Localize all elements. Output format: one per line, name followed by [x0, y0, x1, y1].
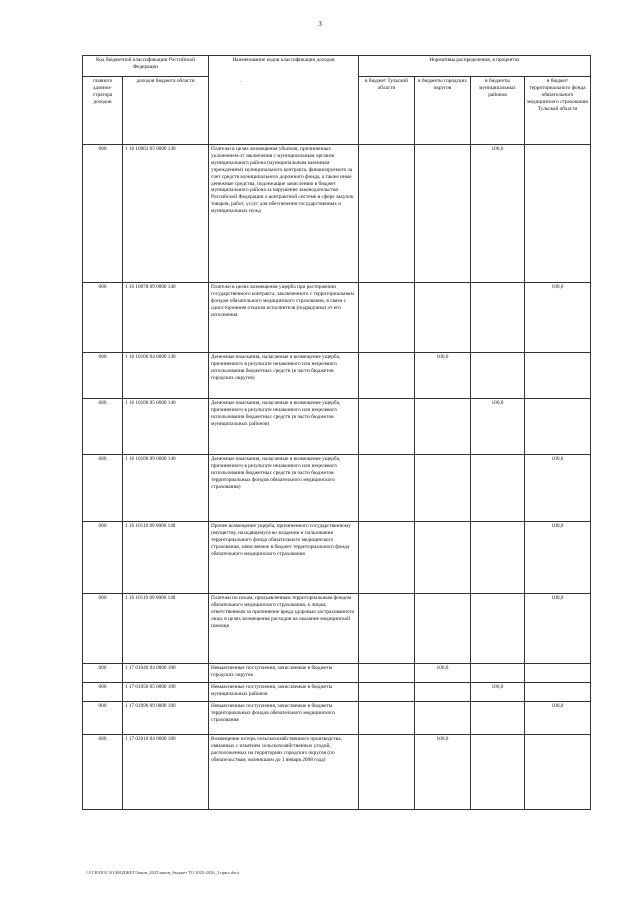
cell-code: 1 16 10100 04 0000 140	[123, 353, 209, 399]
cell-mun: 100,0	[471, 145, 525, 283]
cell-reg	[359, 399, 415, 455]
cell-code: 1 16 10119 09 0000 140	[123, 594, 209, 664]
file-path: \\VCB\DOC\01\БЮДЖЕТ\Закон_2025\закон_бюджет ТО 2025-2026_3 прил.docx	[86, 870, 240, 875]
cell-reg	[359, 664, 415, 683]
cell-code: 1 16 10100 09 0000 140	[123, 455, 209, 522]
cell-city	[415, 702, 471, 735]
cell-mun	[471, 702, 525, 735]
cell-fund: 100,0	[525, 522, 591, 594]
cell-name: Денежные взыскания, налагаемые в возмещение ущерба, причиненного в результате незаконного или нецелевого использования бюджетных средств (в части бюджетов муниципальных районов)	[209, 399, 359, 455]
cell-admin: 000	[83, 664, 123, 683]
header-name: Наименование кодов классификации доходов	[209, 56, 359, 145]
cell-city	[415, 283, 471, 353]
table-row	[83, 735, 591, 810]
header-admin: главного админи-стратора доходов	[83, 77, 123, 145]
cell-fund: 100,0	[525, 283, 591, 353]
cell-admin: 000	[83, 455, 123, 522]
cell-mun	[471, 455, 525, 522]
cell-reg	[359, 735, 415, 810]
cell-name: Платежи по искам, предъявленным территориальным фондом обязательного медицинского страхования, к лицам, ответственным за причинение вреда здоровью застрахованного лица, в целях возмещения расходов на оказание медицинской помощи	[209, 594, 359, 664]
table-row	[83, 664, 591, 683]
cell-admin: 000	[83, 702, 123, 735]
cell-admin: 000	[83, 145, 123, 283]
cell-admin: 000	[83, 522, 123, 594]
cell-reg	[359, 455, 415, 522]
cell-mun	[471, 664, 525, 683]
cell-code: 1 17 02010 04 0000 180	[123, 735, 209, 810]
cell-name: Платежи в целях возмещения ущерба при расторжении государственного контракта, заключенного с территориальным фондом обязательного медицинского страхования, в связи с односторонним отказом исполнителя (подрядчика) от его исполнения	[209, 283, 359, 353]
cell-fund	[525, 664, 591, 683]
table-row	[83, 145, 591, 283]
cell-city	[415, 683, 471, 702]
table-row	[83, 683, 591, 702]
cell-name: Возмещение потерь сельскохозяйственного производства, связанных с изъятием сельскохозяйственных угодий, расположенных на территориях городских округов (по обязательствам, возникшим до 1 января 2008 года)	[209, 735, 359, 810]
cell-mun	[471, 594, 525, 664]
cell-name: Невыясненные поступления, зачисляемые в бюджеты городских округов	[209, 664, 359, 683]
cell-reg	[359, 702, 415, 735]
table-row	[83, 702, 591, 735]
cell-name: Денежные взыскания, налагаемые в возмещение ущерба, причиненного в результате незаконного или нецелевого использования бюджетных средств (в части бюджетов территориальных фондов обязательного медицинского страхования)	[209, 455, 359, 522]
cell-reg	[359, 594, 415, 664]
header-kbk: Код бюджетной классификации Российской Федерации	[83, 56, 209, 77]
cell-admin: 000	[83, 735, 123, 810]
cell-admin: 000	[83, 594, 123, 664]
cell-city	[415, 522, 471, 594]
table-row	[83, 353, 591, 399]
header-norms: Нормативы распределения, в процентах	[359, 56, 591, 77]
cell-name: Невыясненные поступления, зачисляемые в бюджеты муниципальных районов	[209, 683, 359, 702]
cell-mun	[471, 522, 525, 594]
cell-fund: 100,0	[525, 455, 591, 522]
cell-city: 100,0	[415, 664, 471, 683]
cell-reg	[359, 522, 415, 594]
cell-name: Невыясненные поступления, зачисляемые в бюджеты территориальных фондов обязательного медицинского страхования	[209, 702, 359, 735]
cell-reg	[359, 145, 415, 283]
cell-admin: 000	[83, 353, 123, 399]
header-medical-fund: в бюджет территориального фонда обязательного медицинского страхования Тульской области	[525, 77, 591, 145]
cell-city	[415, 145, 471, 283]
cell-fund	[525, 353, 591, 399]
cell-city: 100,0	[415, 735, 471, 810]
cell-admin: 000	[83, 399, 123, 455]
cell-admin: 000	[83, 683, 123, 702]
header-municipal-budgets: в бюджеты муниципальных районов	[471, 77, 525, 145]
cell-code: 1 16 10062 05 0000 140	[123, 145, 209, 283]
header-regional-budget: в бюджет Тульской области	[359, 77, 415, 145]
cell-fund	[525, 399, 591, 455]
cell-city	[415, 455, 471, 522]
cell-name: Платежи в целях возмещения убытков, причиненных уклонением от заключения с муниципальным органом муниципального района (муниципальным казенным учреждением) муниципального контракта, финансируемого за счет средств муниципального дорожного фонда, а также иные денежные средства, подлежащие зачислению в бюджет муниципального района за нарушение законодательства Российской Федерации о контрактной системе в сфере закупок товаров, работ, услуг для обеспечения государственных и муниципальных нужд	[209, 145, 359, 283]
cell-code: 1 16 10100 05 0000 140	[123, 399, 209, 455]
cell-reg	[359, 353, 415, 399]
cell-city	[415, 594, 471, 664]
table-row	[83, 399, 591, 455]
cell-admin: 000	[83, 283, 123, 353]
cell-reg	[359, 683, 415, 702]
cell-mun: 100,0	[471, 399, 525, 455]
cell-fund	[525, 683, 591, 702]
cell-reg	[359, 283, 415, 353]
cell-fund: 100,0	[525, 594, 591, 664]
budget-table	[82, 55, 591, 810]
cell-mun	[471, 283, 525, 353]
cell-code: 1 17 01050 05 0000 180	[123, 683, 209, 702]
cell-fund	[525, 145, 591, 283]
cell-code: 1 17 01040 04 0000 180	[123, 664, 209, 683]
cell-fund	[525, 735, 591, 810]
cell-name: Прочее возмещение ущерба, причиненного государственному имуществу, находящемуся во владении и пользовании территориального фонда обязательного медицинского страхования, зачисляемое в бюджет территориального фонда обязательного медицинского страхования	[209, 522, 359, 594]
header-income: доходов бюджета области	[123, 77, 209, 145]
cell-fund: 100,0	[525, 702, 591, 735]
table-row	[83, 594, 591, 664]
table-row	[83, 522, 591, 594]
table-row	[83, 283, 591, 353]
cell-city: 100,0	[415, 353, 471, 399]
table-row	[83, 455, 591, 522]
page-number: 3	[318, 20, 322, 28]
cell-code: 1 16 10118 09 0000 140	[123, 522, 209, 594]
cell-code: 1 17 01090 09 0000 180	[123, 702, 209, 735]
cell-name: Денежные взыскания, налагаемые в возмещение ущерба, причиненного в результате незаконного или нецелевого использования бюджетных средств (в части бюджетов городских округов)	[209, 353, 359, 399]
header-city-budgets: в бюджеты городских округов	[415, 77, 471, 145]
cell-mun: 100,0	[471, 683, 525, 702]
scan-mark: -	[240, 80, 242, 85]
cell-code: 1 16 10078 09 0000 140	[123, 283, 209, 353]
cell-mun	[471, 735, 525, 810]
cell-mun	[471, 353, 525, 399]
cell-city	[415, 399, 471, 455]
